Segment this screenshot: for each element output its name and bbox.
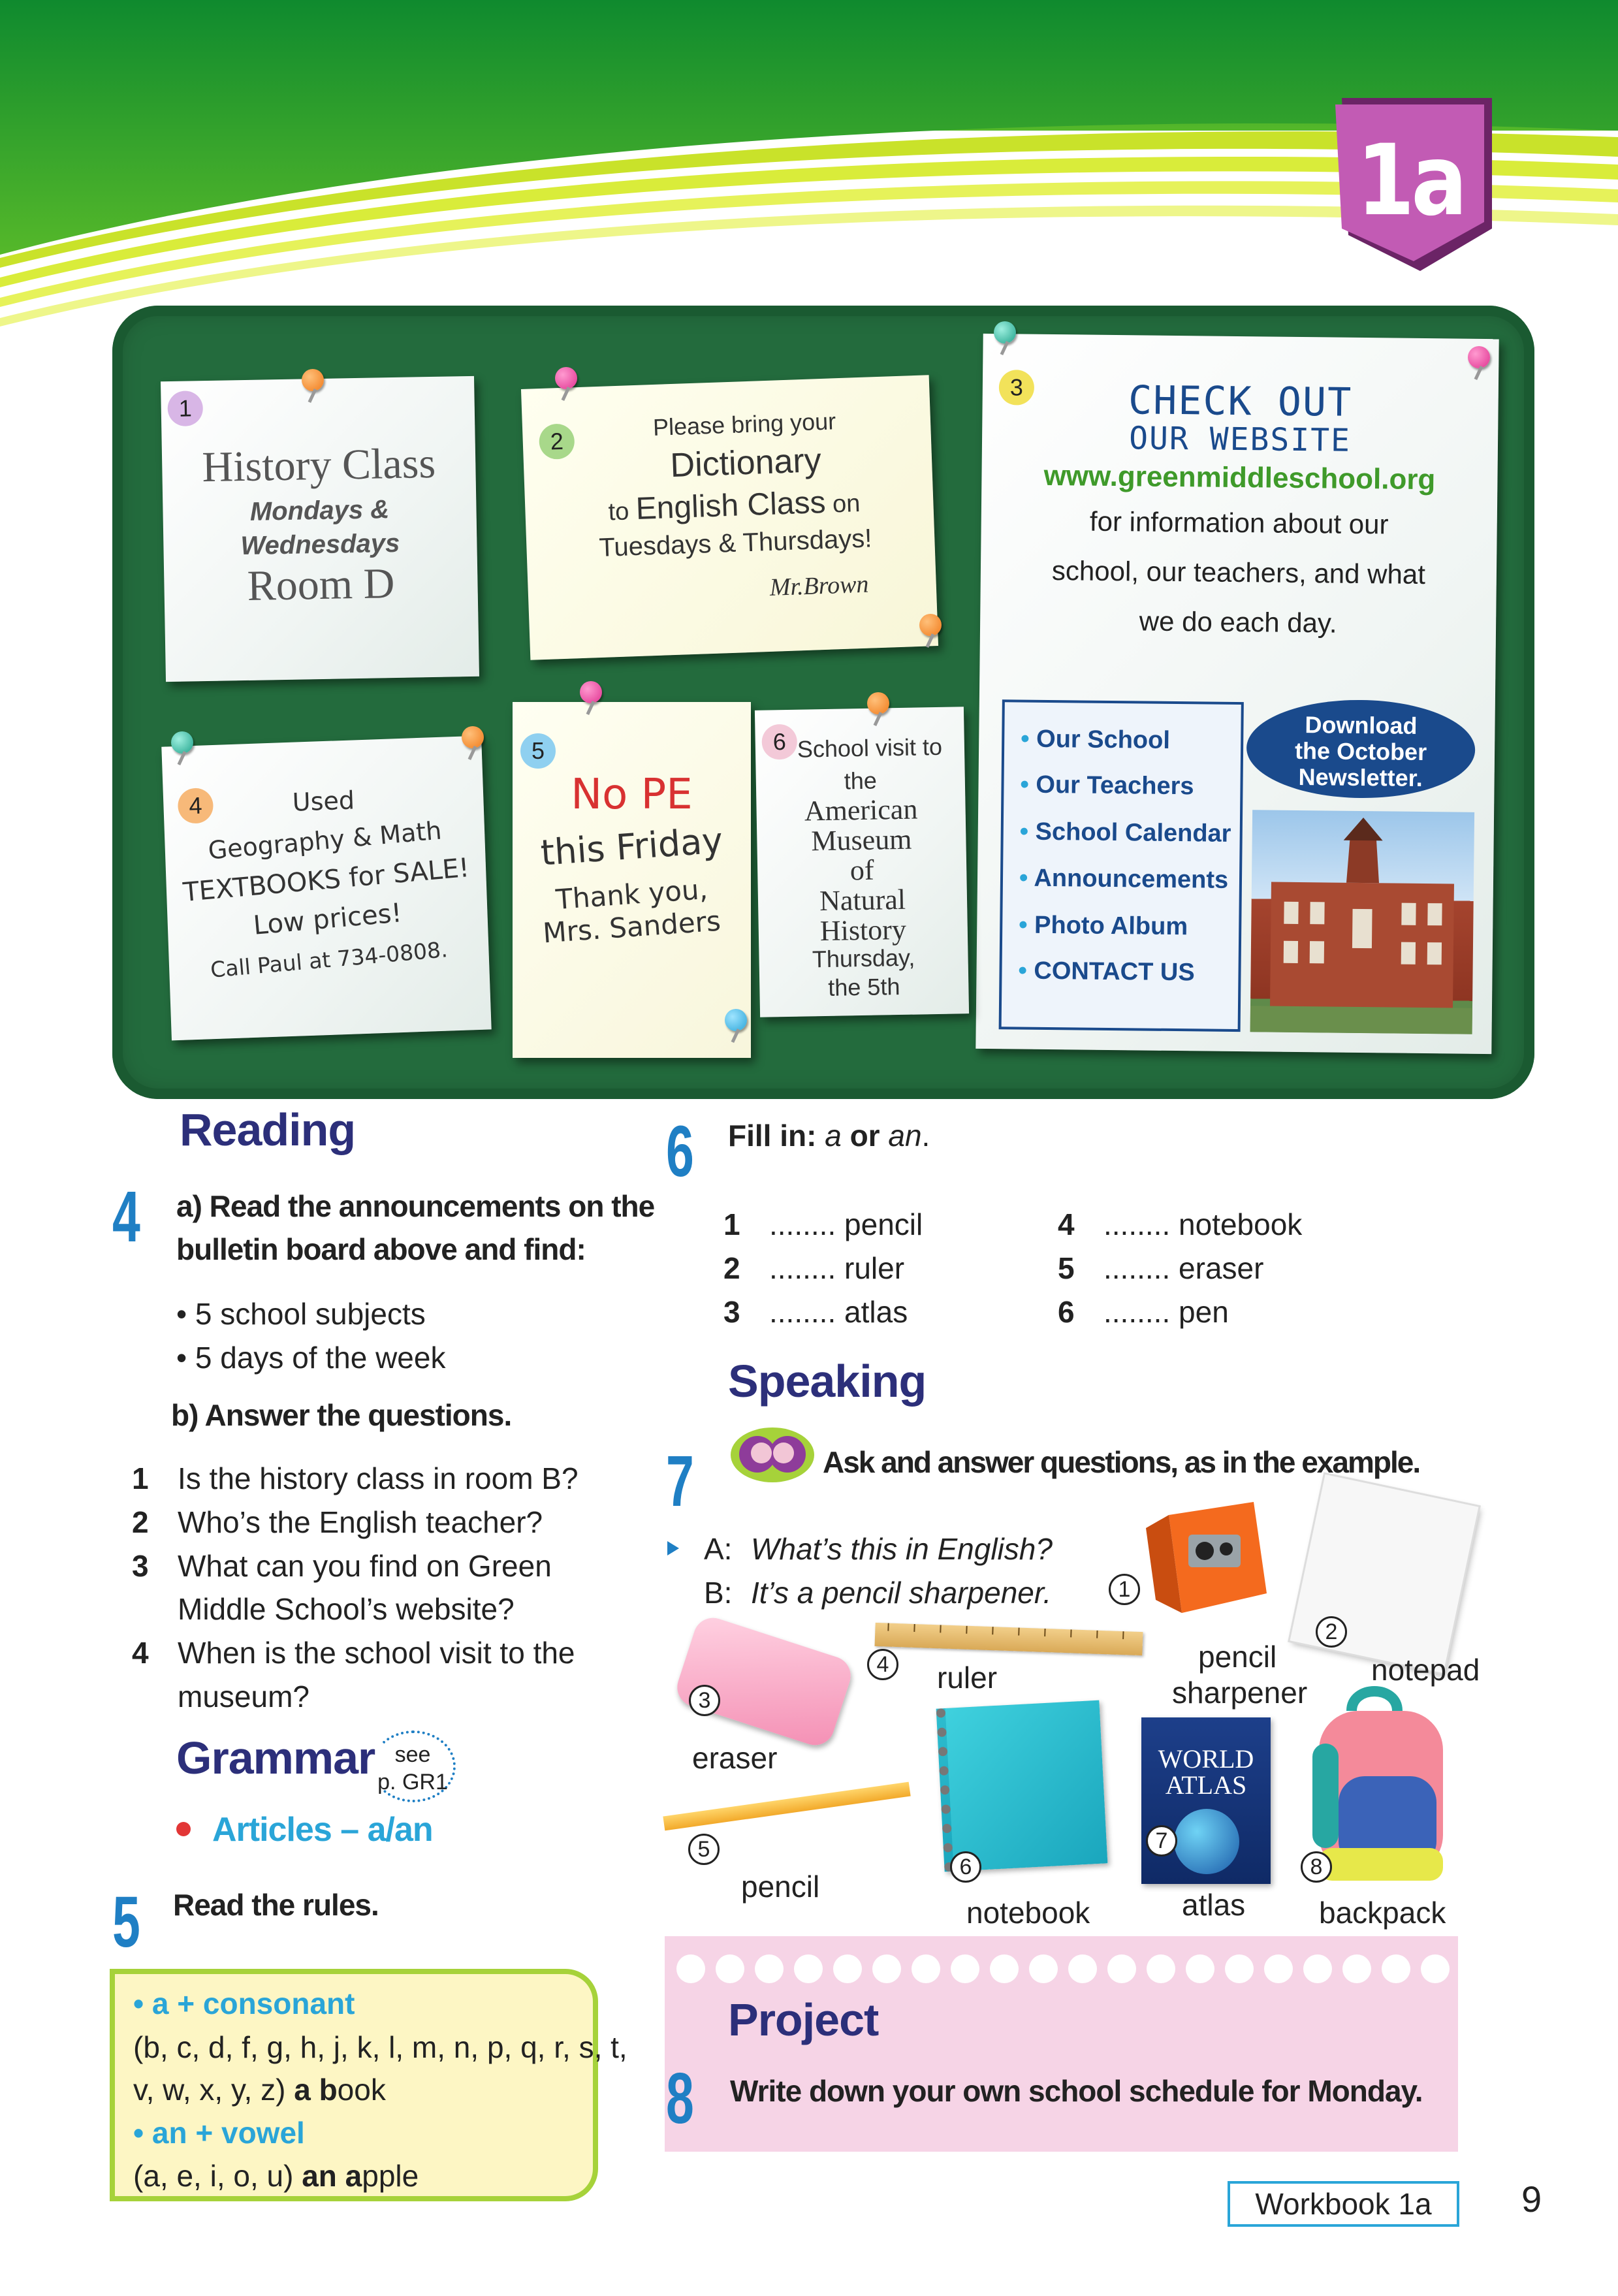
rules-box: [110, 1969, 627, 2201]
note-line: Thursday,: [812, 944, 915, 973]
item-number-8: 8: [1301, 1851, 1332, 1883]
note-line: Call Paul at 734-0808.: [209, 936, 449, 983]
play-arrow-icon: [667, 1541, 679, 1555]
pushpin-icon: [580, 681, 602, 703]
school-building-photo: [1250, 810, 1475, 1034]
note-number: 6: [761, 724, 797, 760]
exercise-7-number: 7: [666, 1441, 694, 1522]
pencil-sharpener-icon: [1143, 1495, 1270, 1646]
label-sharpener: sharpener: [1172, 1676, 1308, 1710]
rule-title: • an + vowel: [133, 2116, 305, 2150]
website-menu-item[interactable]: • Our School: [1021, 725, 1171, 754]
ex4-bullet: • 5 school subjects: [176, 1297, 426, 1331]
example-a-label: A:: [704, 1532, 733, 1566]
notepad-icon: [1290, 1475, 1479, 1673]
globe-icon: [1174, 1809, 1239, 1874]
item-number-1: 1: [1109, 1574, 1140, 1605]
note-line: Mrs. Sanders: [541, 904, 722, 949]
bullet-icon: [176, 1822, 191, 1836]
example-b: It’s a pencil sharpener.: [751, 1576, 1052, 1610]
note-number: 4: [178, 788, 214, 824]
rule-text: v, w, x, y, z) a book: [133, 2073, 386, 2107]
pushpin-icon: [1468, 346, 1490, 368]
see-reference-bubble[interactable]: see p. GR1: [371, 1730, 456, 1802]
website-menu-item[interactable]: • Our Teachers: [1020, 771, 1194, 801]
note-line: to English Class on: [607, 485, 861, 526]
note-number: 1: [167, 391, 203, 426]
atlas-title: WORLD: [1158, 1744, 1254, 1774]
pushpin-icon: [555, 367, 577, 389]
website-menu-item[interactable]: • School Calendar: [1019, 818, 1231, 848]
project-holes: [665, 1949, 1458, 1988]
label-notepad: notepad: [1371, 1653, 1480, 1687]
note-textbooks-for-sale: [161, 736, 491, 1041]
website-text: we do each day.: [1139, 605, 1337, 639]
note-line: Please bring your: [652, 407, 836, 441]
rule-text: (b, c, d, f, g, h, j, k, l, m, n, p, q, r, s, t,: [133, 2030, 627, 2064]
rule-title: • a + consonant: [133, 1986, 355, 2020]
project-box: [665, 1936, 1458, 2152]
pair-work-icon: [730, 1427, 815, 1483]
note-line: Natural: [819, 883, 906, 917]
note-line: Museum: [810, 823, 912, 857]
ex5-instruction: Read the rules.: [173, 1888, 379, 1922]
note-line: this Friday: [539, 820, 725, 874]
note-number: 5: [520, 733, 556, 769]
note-signature: Mr.Brown: [769, 570, 870, 601]
label-backpack: backpack: [1319, 1896, 1446, 1930]
pushpin-icon: [867, 692, 889, 714]
note-room: Room D: [247, 560, 395, 610]
pushpin-icon: [994, 321, 1016, 343]
note-line: Low prices!: [252, 898, 404, 941]
eraser-icon: [672, 1613, 855, 1750]
note-line: Tuesdays & Thursdays!: [598, 524, 872, 562]
pushpin-icon: [171, 731, 193, 754]
note-line: Thank you,: [554, 872, 709, 916]
note-line: the 5th: [827, 973, 900, 1001]
note-website: [976, 334, 1499, 1054]
pushpin-icon: [725, 1009, 747, 1031]
item-number-2: 2: [1316, 1616, 1347, 1648]
download-newsletter-button[interactable]: Download the October Newsletter.: [1246, 699, 1476, 799]
project-instruction: Write down your own school schedule for Monday.: [730, 2074, 1423, 2108]
note-museum-visit: [755, 707, 969, 1017]
note-no-pe: [513, 702, 751, 1058]
website-menu-item[interactable]: • Photo Album: [1019, 911, 1188, 941]
exercise-8-number: 8: [666, 2058, 694, 2139]
label-pencil-2: pencil: [741, 1870, 820, 1904]
pushpin-icon: [919, 614, 942, 636]
unit-badge: [1335, 98, 1499, 274]
label-atlas: atlas: [1182, 1888, 1246, 1922]
label-notebook: notebook: [966, 1896, 1090, 1930]
grammar-topic: Articles – a/an: [212, 1811, 433, 1849]
note-title: History Class: [201, 439, 436, 492]
ex4-instruction-a: a) Read the announcements on the: [176, 1189, 655, 1223]
note-dictionary: [521, 375, 938, 660]
exercise-6-number: 6: [666, 1111, 694, 1192]
note-line: Used: [292, 786, 355, 817]
exercise-5-number: 5: [112, 1882, 140, 1962]
speaking-heading: Speaking: [728, 1356, 927, 1407]
ex4-bullet: • 5 days of the week: [176, 1341, 446, 1375]
atlas-icon: [1141, 1717, 1271, 1884]
exercise-4-number: 4: [112, 1177, 140, 1257]
grammar-heading: Grammar: [176, 1732, 375, 1783]
reading-heading: Reading: [180, 1104, 356, 1155]
note-line: Geography & Math: [206, 816, 443, 865]
pushpin-icon: [302, 369, 324, 391]
ex4-instruction-a2: bulletin board above and find:: [176, 1232, 586, 1266]
note-number: 3: [999, 370, 1035, 406]
page-number: 9: [1521, 2178, 1542, 2220]
ruler-icon: [874, 1623, 1143, 1655]
note-line: No PE: [571, 771, 693, 819]
note-line: History: [819, 913, 907, 948]
item-number-4: 4: [867, 1649, 898, 1680]
note-line: Dictionary: [669, 441, 822, 485]
school-building-icon: [1250, 810, 1475, 1034]
note-line: the: [844, 767, 878, 795]
ex4-instruction-b: b) Answer the questions.: [171, 1398, 512, 1432]
website-url[interactable]: www.greenmiddleschool.org: [1043, 459, 1436, 496]
note-line: TEXTBOOKS for SALE!: [182, 852, 471, 908]
workbook-reference[interactable]: Workbook 1a: [1228, 2181, 1459, 2227]
item-number-3: 3: [689, 1685, 720, 1716]
label-eraser: eraser: [692, 1741, 778, 1775]
pencil-icon: [663, 1782, 910, 1831]
note-line: School visit to: [797, 733, 943, 763]
website-menu: [999, 699, 1244, 1032]
ex6-instruction: Fill in: a or an.: [728, 1119, 930, 1153]
note-number: 2: [539, 423, 575, 460]
label-ruler: ruler: [937, 1661, 998, 1695]
label-pencil: pencil: [1198, 1640, 1277, 1674]
note-line: American: [804, 793, 918, 827]
note-history-class: [161, 376, 479, 682]
note-days-1: Mondays &: [249, 495, 390, 526]
item-number-7: 7: [1146, 1825, 1177, 1857]
project-heading: Project: [728, 1994, 879, 2045]
atlas-title: ATLAS: [1165, 1770, 1247, 1800]
note-line: of: [849, 853, 874, 887]
rule-text: (a, e, i, o, u) an apple: [133, 2159, 419, 2193]
website-title: CHECK OUT: [1128, 377, 1353, 426]
item-number-5: 5: [688, 1834, 720, 1865]
website-menu-item[interactable]: • Announcements: [1019, 864, 1229, 894]
pushpin-icon: [462, 726, 484, 748]
notebook-icon: [936, 1700, 1108, 1872]
unit-label: 1a: [1356, 124, 1465, 238]
item-number-6: 6: [950, 1851, 981, 1883]
note-days-2: Wednesdays: [240, 528, 400, 561]
website-text: school, our teachers, and what: [1051, 555, 1426, 590]
ex7-instruction: Ask and answer questions, as in the example.: [823, 1445, 1420, 1479]
website-text: for information about our: [1089, 505, 1389, 540]
example-a: What’s this in English?: [751, 1532, 1053, 1566]
example-b-label: B:: [704, 1576, 733, 1610]
website-subtitle: OUR WEBSITE: [1128, 420, 1352, 459]
website-menu-item[interactable]: • CONTACT US: [1018, 957, 1195, 987]
